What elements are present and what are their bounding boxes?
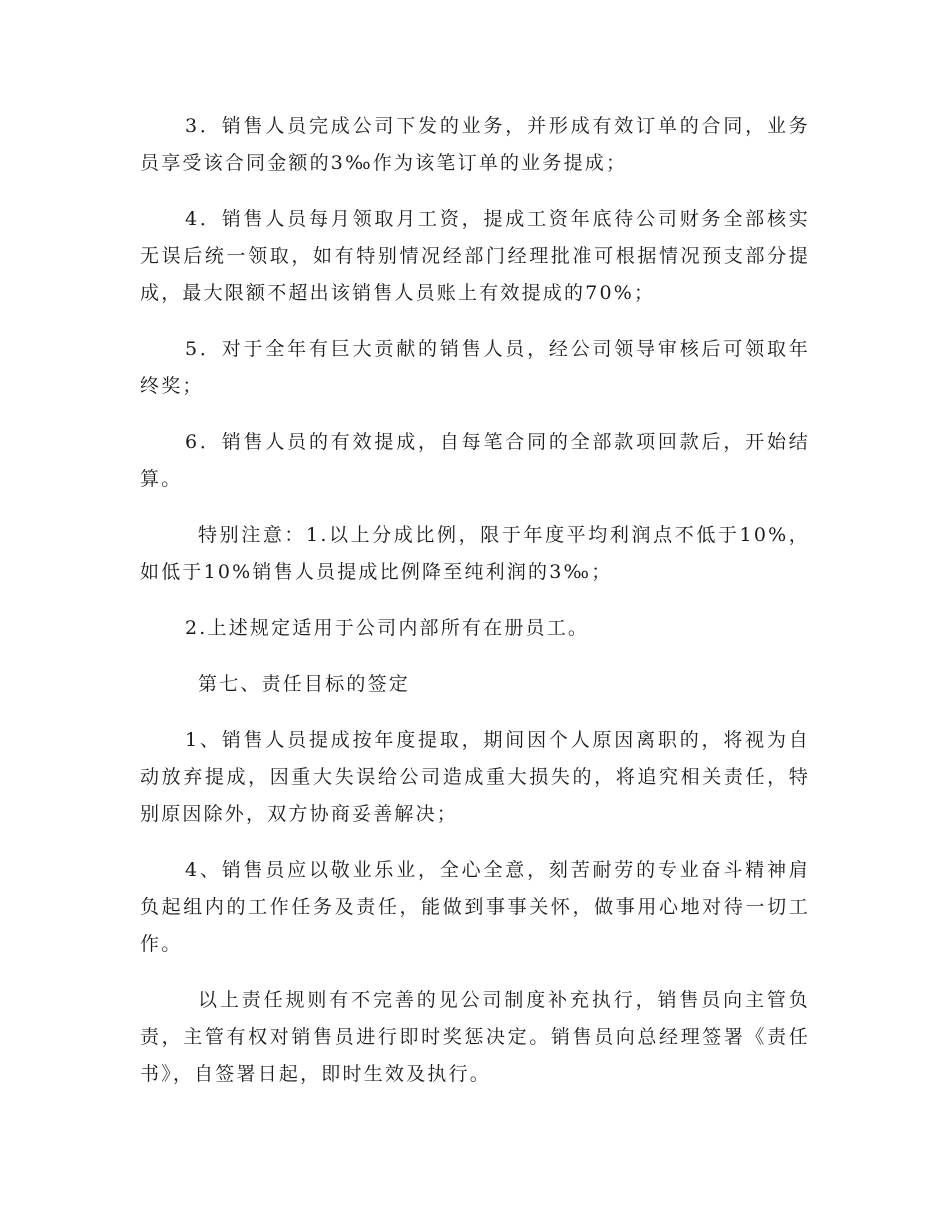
section-heading-7: 第七、责任目标的签定 [198, 673, 411, 695]
document-body [140, 108, 810, 1112]
paragraph-rule-4: 4．销售人员每月领取月工资，提成工资年底待公司财务全部核实无误后统一领取，如有特别情况经部门经理批准可根据情况预支部分提成，最大限额不超出该销售人员账上有效提成的70%； [140, 208, 810, 304]
paragraph-responsibility-1: 1、销售人员提成按年度提取，期间因个人原因离职的，将视为自动放弃提成，因重大失误给公司造成重大损失的，将追究相关责任，特别原因除外，双方协商妥善解决； [140, 729, 810, 825]
paragraph-note-2: 2.上述规定适用于公司内部所有在册员工。 [185, 617, 590, 639]
paragraph-rule-6: 6．销售人员的有效提成，自每笔合同的全部款项回款后，开始结算。 [140, 431, 810, 490]
paragraph-special-note: 特别注意：1.以上分成比例，限于年度平均利润点不低于10%，如低于10%销售人员提成比例降至纯利润的3‰； [140, 524, 810, 583]
paragraph-rule-5: 5．对于全年有巨大贡献的销售人员，经公司领导审核后可领取年终奖； [140, 338, 810, 397]
paragraph-responsibility-4: 4、销售员应以敬业乐业，全心全意，刻苦耐劳的专业奋斗精神肩负起组内的工作任务及责任，能做到事事关怀，做事用心地对待一切工作。 [140, 859, 810, 955]
paragraph-rule-3: 3．销售人员完成公司下发的业务，并形成有效订单的合同，业务员享受该合同金额的3‰作为该笔订单的业务提成； [140, 115, 810, 174]
paragraph-closing: 以上责任规则有不完善的见公司制度补充执行，销售员向主管负责，主管有权对销售员进行即时奖惩决定。销售员向总经理签署《责任书》，自签署日起，即时生效及执行。 [140, 989, 810, 1085]
